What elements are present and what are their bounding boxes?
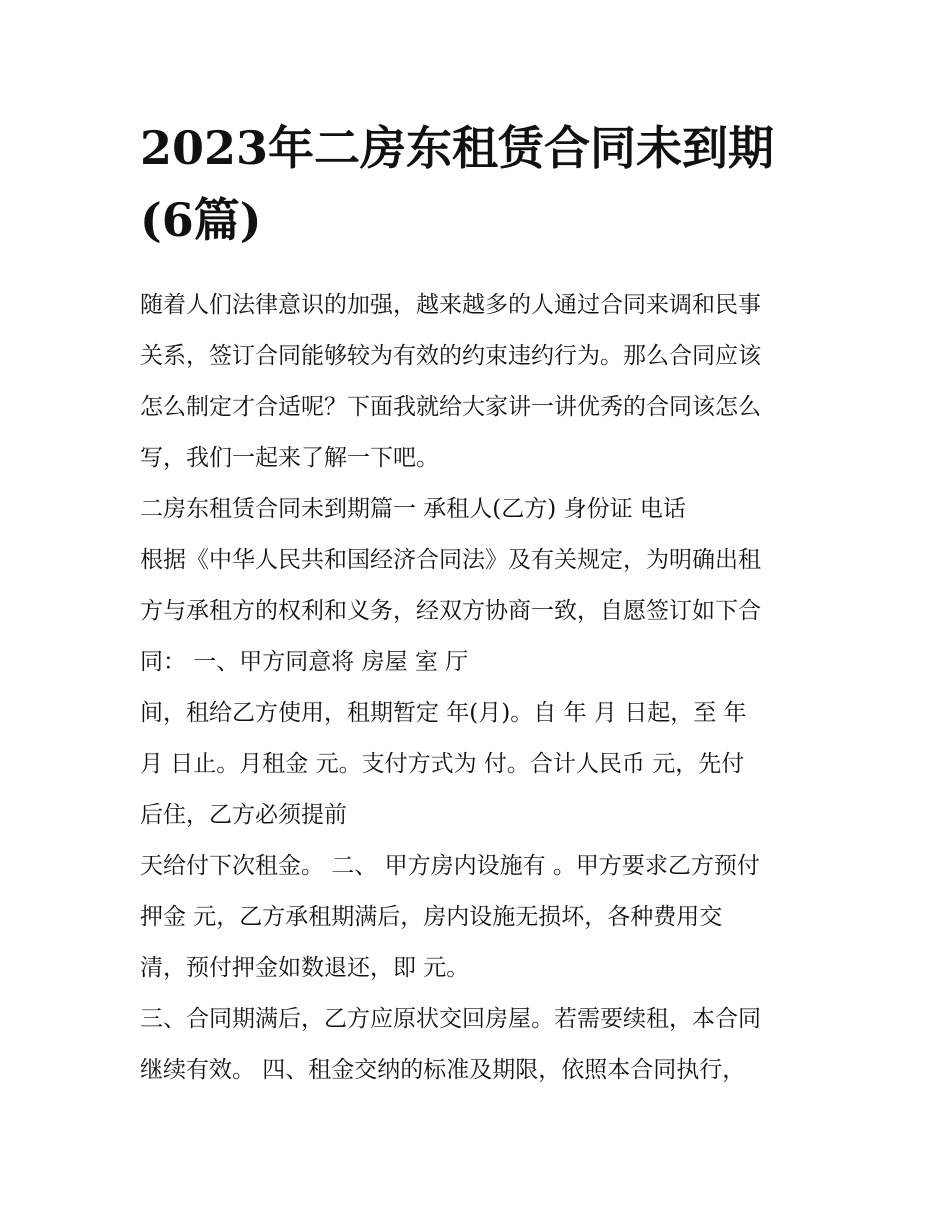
- text-line: 间，租给乙方使用，租期暂定 年(月)。自 年 月 日起，至 年: [140, 700, 747, 726]
- text-line: 怎么制定才合适呢？下面我就给大家讲一讲优秀的合同该怎么: [140, 394, 761, 420]
- paragraph-preamble: [140, 535, 830, 688]
- paragraph-heading-part-one: [140, 484, 830, 535]
- text-line: 关系，签订合同能够较为有效的约束违约行为。那么合同应该: [140, 343, 761, 369]
- text-line: 三、合同期满后，乙方应原状交回房屋。若需要续租，本合同: [140, 1006, 761, 1032]
- text-line: 写，我们一起来了解一下吧。: [140, 445, 439, 471]
- text-line: 根据《中华人民共和国经济合同法》及有关规定，为明确出租: [140, 547, 761, 573]
- title-line: 2023年二房东租赁合同未到期: [140, 121, 775, 175]
- text-line: 月 日止。月租金 元。支付方式为 付。合计人民币 元，先付: [140, 751, 745, 777]
- title-line: (6篇): [140, 193, 262, 247]
- text-line: 同： 一、甲方同意将 房屋 室 厅: [140, 649, 469, 675]
- text-line: 清，预付押金如数退还，即 元。: [140, 955, 470, 981]
- paragraph-lease-term: [140, 688, 830, 841]
- paragraph-expiry: [140, 994, 830, 1096]
- document-title: [140, 112, 820, 256]
- text-line: 二房东租赁合同未到期篇一 承租人(乙方) 身份证 电话: [140, 496, 686, 522]
- document-body: [140, 280, 830, 1096]
- text-line: 随着人们法律意识的加强，越来越多的人通过合同来调和民事: [140, 292, 761, 318]
- text-line: 方与承租方的权利和义务，经双方协商一致，自愿签订如下合: [140, 598, 761, 624]
- paragraph-intro: [140, 280, 830, 484]
- text-line: 后住，乙方必须提前: [140, 802, 347, 828]
- text-line: 天给付下次租金。 二、 甲方房内设施有 。甲方要求乙方预付: [140, 853, 760, 879]
- paragraph-deposit: [140, 841, 830, 994]
- text-line: 继续有效。 四、租金交纳的标准及期限，依照本合同执行，: [140, 1057, 746, 1083]
- text-line: 押金 元，乙方承租期满后，房内设施无损坏，各种费用交: [140, 904, 723, 930]
